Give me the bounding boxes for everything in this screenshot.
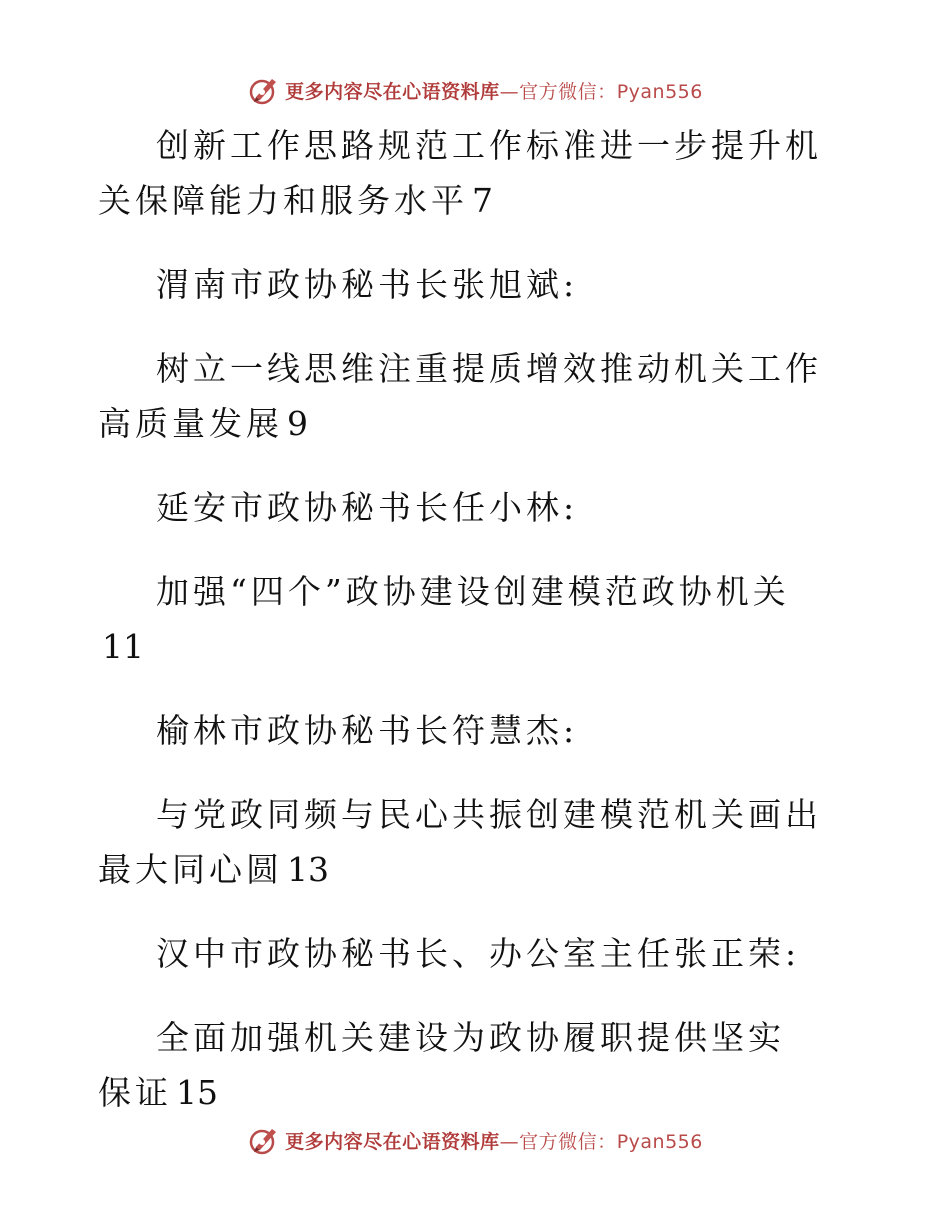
toc-entry xyxy=(98,564,798,674)
toc-content xyxy=(98,118,843,1149)
toc-page-number: 13 xyxy=(287,850,329,889)
header-brand: 更多内容尽在心语资料库 xyxy=(285,80,500,103)
toc-entry-title: 创新工作思路规范工作标准进一步提升机关保障能力和服务水平 xyxy=(98,126,822,220)
toc-author xyxy=(98,257,843,312)
footer-banner xyxy=(0,1122,950,1158)
toc-entry-title: 全面加强机关建设为政协履职提供坚实保证 xyxy=(98,1018,785,1112)
toc-page-number: 15 xyxy=(176,1073,218,1112)
toc-author xyxy=(98,480,843,535)
toc-page-number: 7 xyxy=(472,181,493,220)
toc-author-text: 汉中市政协秘书长、办公室主任张正荣: xyxy=(156,934,801,973)
toc-entry xyxy=(98,1010,798,1120)
toc-entry-title: 树立一线思维注重提质增效推动机关工作高质量发展 xyxy=(98,349,822,443)
toc-author-text: 渭南市政协秘书长张旭斌: xyxy=(156,265,579,304)
toc-page-number: 11 xyxy=(102,627,144,666)
toc-entry-title: 加强“四个”政协建设创建模范政协机关 xyxy=(156,572,790,611)
footer-separator: —官方微信： xyxy=(499,1130,617,1153)
header-separator: —官方微信： xyxy=(499,80,617,103)
header-watermark-text xyxy=(285,77,703,104)
toc-entry-title: 与党政同频与民心共振创建模范机关画出最大同心圆 xyxy=(98,795,822,889)
footer-brand: 更多内容尽在心语资料库 xyxy=(285,1130,500,1153)
footer-wechat-id: Pyan556 xyxy=(616,1130,703,1153)
header-banner xyxy=(0,72,950,108)
pen-seal-icon xyxy=(247,1123,281,1157)
toc-author-text: 榆林市政协秘书长符慧杰: xyxy=(156,711,579,750)
toc-entry xyxy=(98,118,843,228)
toc-entry xyxy=(98,341,843,451)
toc-author xyxy=(98,926,843,981)
header-wechat-id: Pyan556 xyxy=(616,80,703,103)
toc-author-text: 延安市政协秘书长任小林: xyxy=(156,488,579,527)
toc-entry xyxy=(98,787,843,897)
pen-seal-icon xyxy=(247,73,281,107)
toc-page-number: 9 xyxy=(287,404,308,443)
footer-watermark-text xyxy=(285,1127,703,1154)
toc-author xyxy=(98,703,843,758)
